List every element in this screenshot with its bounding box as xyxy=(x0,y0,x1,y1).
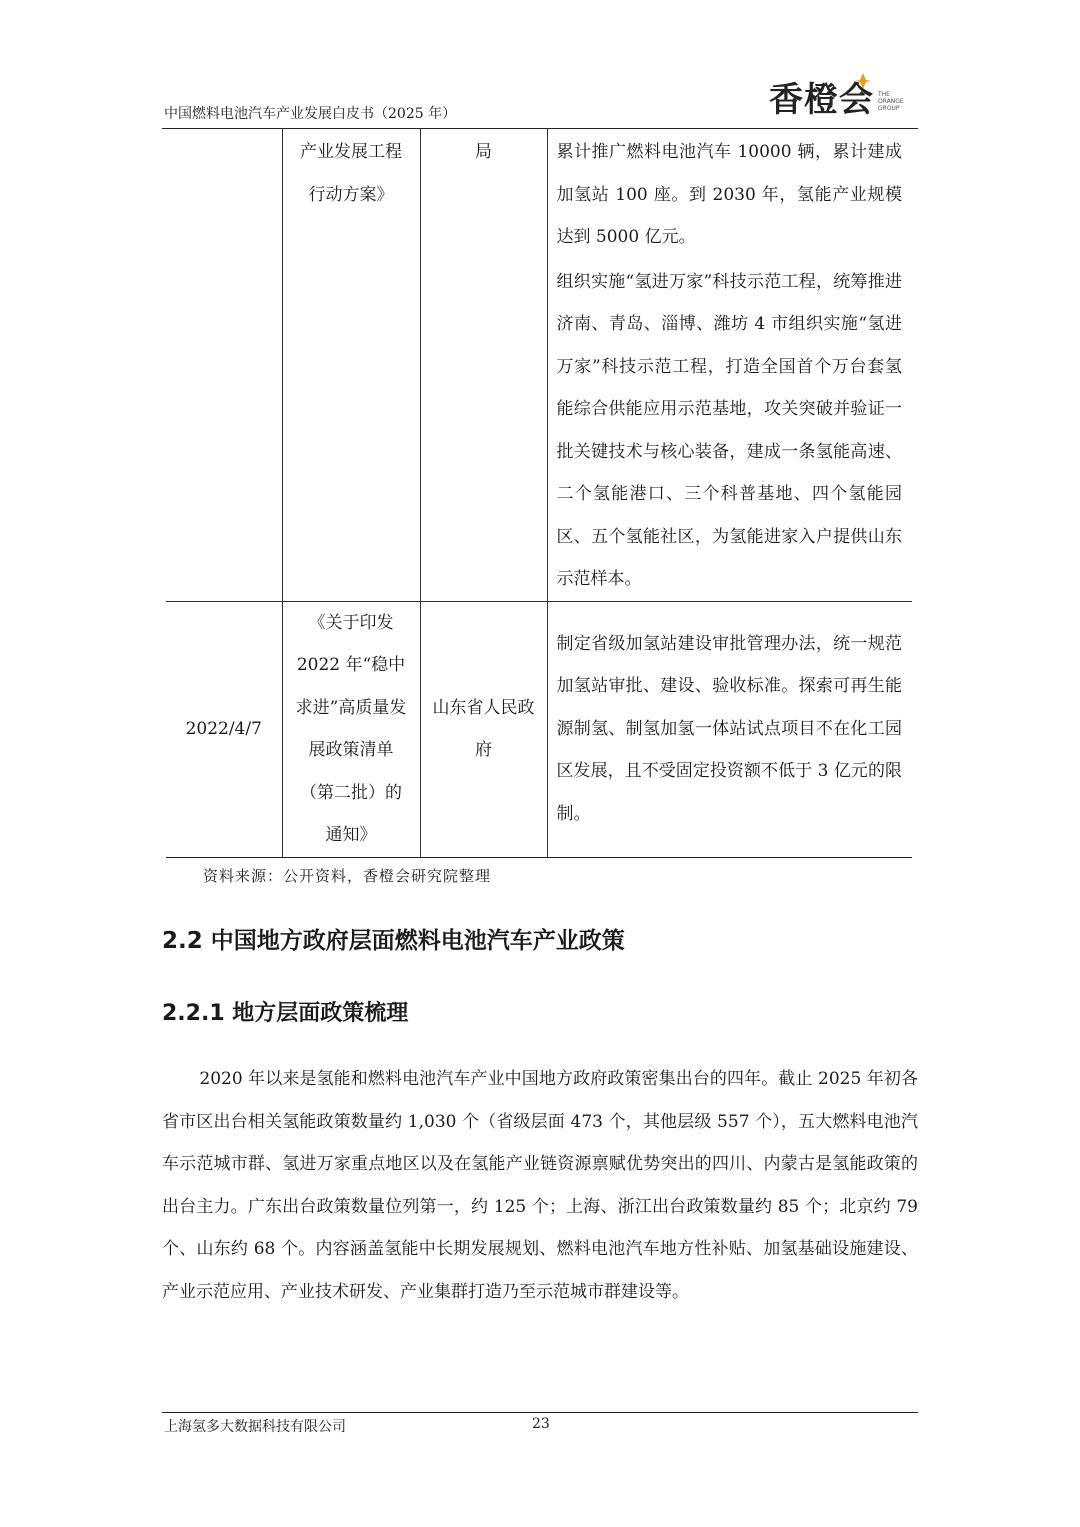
page-footer xyxy=(162,1412,918,1443)
table-cell-issuer: 山东省人民政府 xyxy=(420,601,547,857)
subsection-heading: 2.2.1 地方层面政策梳理 xyxy=(162,1001,409,1026)
body-paragraph: 2020 年以来是氢能和燃料电池汽车产业中国地方政府政策密集出台的四年。截止 2025 年初各省市区出台相关氢能政策数量约 1,030 个（省级层面 473 个，其他层级 557 个），五大燃料电池汽车示范城市群、氢进万家重点地区以及在氢能产业链资源禀赋优势突出的四川、内蒙古是氢能政策的出台主力。广东出台政策数量位列第一，约 125 个；上海、浙江出台政策数量约 85 个；北京约 79 个、山东约 68 个。内容涵盖氢能中长期发展规划、燃料电池汽车地方性补贴、加氢基础设施建设、产业示范应用、产业技术研发、产业集群打造乃至示范城市群建设等。 xyxy=(162,1069,919,1302)
table-cell-policy-name: 产业发展工程行动方案》 xyxy=(282,129,420,601)
footer-company: 上海氢多大数据科技有限公司 xyxy=(164,1419,346,1435)
document-title: 中国燃料电池汽车产业发展白皮书（2025 年） xyxy=(164,106,457,122)
table-row xyxy=(166,129,912,601)
policy-table xyxy=(166,129,912,858)
table-cell-content: 制定省级加氢站建设审批管理办法，统一规范加氢站审批、建设、验收标准。探索可再生能源制氢、制氢加氢一体站试点项目不在化工园区发展，且不受固定投资额不低于 3 亿元的限制。 xyxy=(547,601,912,857)
page-header xyxy=(162,68,918,129)
logo-english-text: THE ORANGE GROUP xyxy=(878,91,904,112)
table-cell-issuer: 局 xyxy=(420,129,547,601)
table-cell-policy-name: 《关于印发 2022 年“稳中求进”高质量发展政策清单（第二批）的通知》 xyxy=(282,601,420,857)
table-cell-content: 累计推广燃料电池汽车 10000 辆，累计建成加氢站 100 座。到 2030 年，氢能产业规模达到 5000 亿元。 组织实施“氢进万家”科技示范工程，统筹推进济南、青岛、淄博、潍坊 4 市组织实施“氢进万家”科技示范工程，打造全国首个万台套氢能综合供能应用示范基地，攻关突破并验证一批关键技术与核心装备，建成一条氢能高速、二个氢能港口、三个科普基地、四个氢能园区、五个氢能社区，为氢能进家入户提供山东示范样本。 xyxy=(547,129,912,601)
page-number: 23 xyxy=(532,1416,550,1432)
section-heading: 2.2 中国地方政府层面燃料电池汽车产业政策 xyxy=(162,928,625,954)
table-cell-date xyxy=(166,129,282,601)
orange-group-logo xyxy=(766,72,916,122)
source-note: 资料来源：公开资料，香橙会研究院整理 xyxy=(203,867,492,885)
logo-text: 香橙会 xyxy=(769,80,874,120)
table-cell-date: 2022/4/7 xyxy=(166,601,282,857)
table-row xyxy=(166,601,912,857)
